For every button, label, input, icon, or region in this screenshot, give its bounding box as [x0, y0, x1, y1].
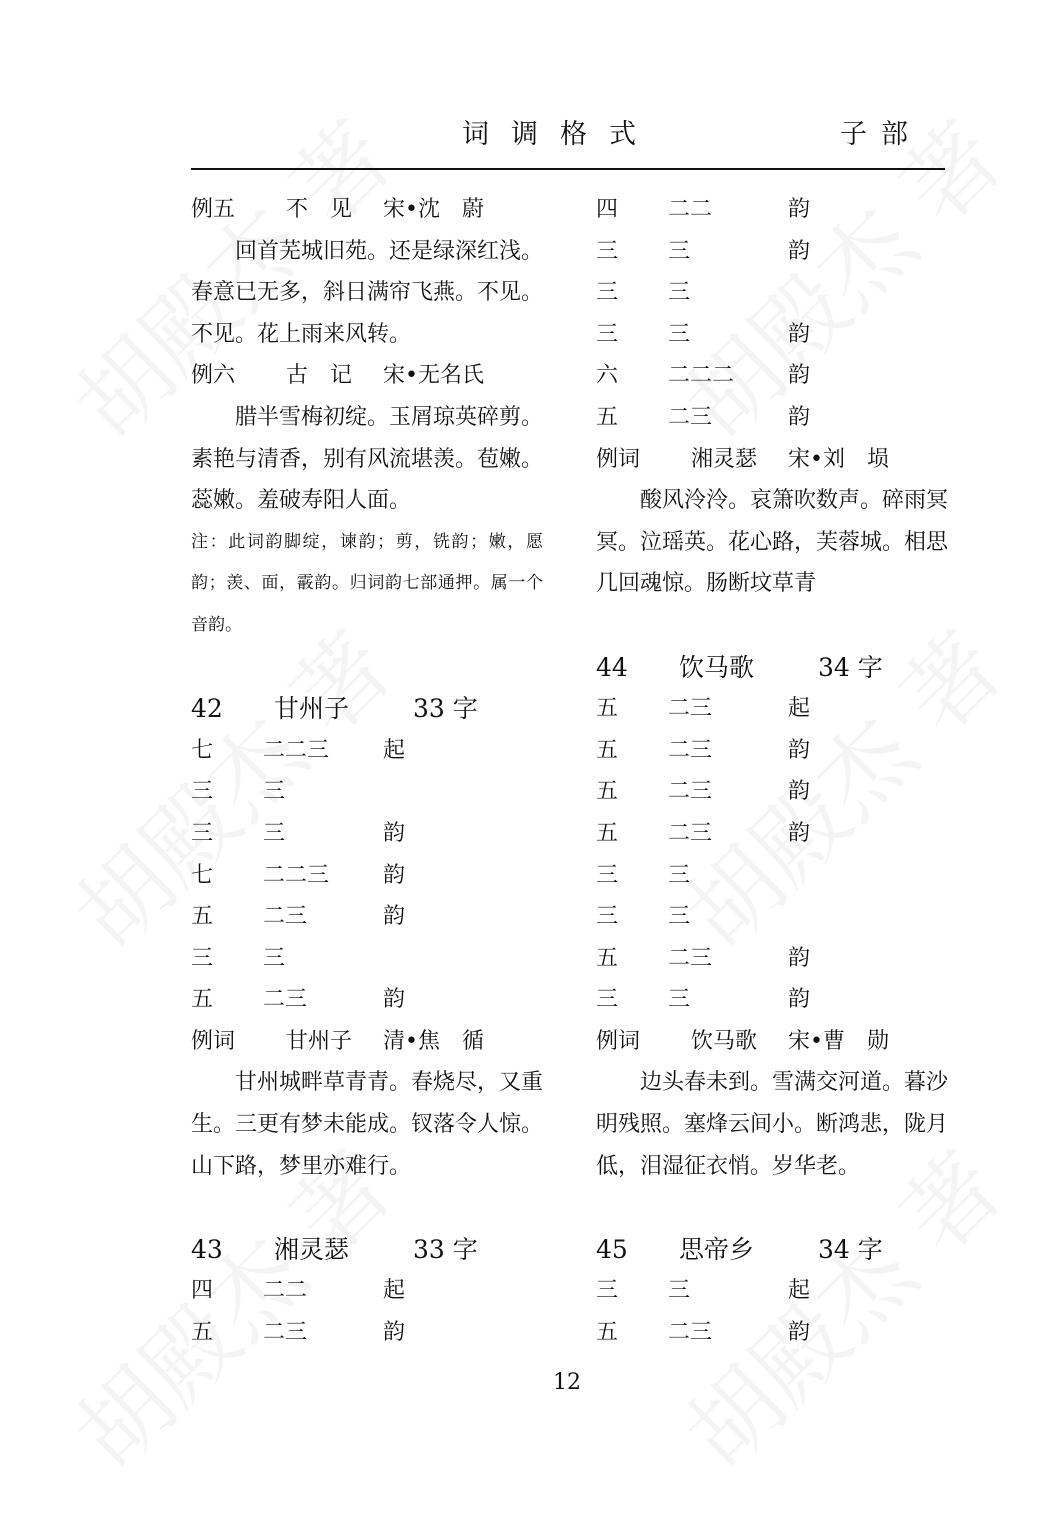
line-length: 三: [191, 779, 214, 805]
pattern-row: [596, 979, 948, 1021]
example-label: 例词: [596, 1028, 641, 1054]
pattern-row: [596, 813, 948, 855]
line-length: 三: [596, 1278, 619, 1304]
tune-number: 45: [596, 1234, 628, 1264]
tune-name: 湘灵瑟: [274, 1234, 350, 1264]
pattern-row: [191, 730, 543, 772]
tune-name: 甘州子: [274, 694, 350, 724]
pattern-row: [596, 231, 948, 273]
line-length: 五: [596, 779, 619, 805]
rhyme-mark: 韵: [383, 1320, 406, 1346]
pattern-row: [191, 1312, 543, 1354]
pattern-row: [596, 355, 948, 397]
tune-heading: [191, 688, 543, 730]
line-length: 三: [191, 820, 214, 846]
line-length: 七: [191, 862, 214, 888]
tune-number: 43: [191, 1234, 223, 1264]
example-name: 湘灵瑟: [691, 446, 758, 472]
rhyme-mark: 起: [788, 1278, 811, 1304]
right-column: [596, 189, 948, 1354]
example-name: 饮马歌: [691, 1028, 758, 1054]
pattern-row: [596, 896, 948, 938]
line-length: 五: [596, 404, 619, 430]
line-rhythm: 三: [668, 238, 691, 264]
pattern-table: [596, 189, 948, 439]
line-length: 五: [596, 1320, 619, 1346]
line-length: 五: [596, 696, 619, 722]
example-heading: [596, 1021, 948, 1063]
line-rhythm: 三: [668, 1278, 691, 1304]
rhyme-mark: 韵: [383, 987, 406, 1013]
tune-heading: [596, 647, 948, 689]
line-rhythm: 二二二: [668, 363, 735, 389]
pattern-table: [191, 1270, 543, 1353]
rhyme-mark: 起: [788, 696, 811, 722]
line-rhythm: 二三: [668, 696, 713, 722]
example-name: 古 记: [286, 363, 353, 389]
page-number: 12: [553, 1370, 581, 1395]
line-length: 三: [596, 904, 619, 930]
line-rhythm: 二三: [263, 904, 308, 930]
example-heading: [191, 189, 543, 231]
page-title: 词调格式: [462, 119, 658, 150]
pattern-row: [191, 896, 543, 938]
pattern-row: [596, 397, 948, 439]
header-rule: [191, 168, 945, 170]
line-length: 五: [596, 737, 619, 763]
example-name: 不 见: [286, 197, 353, 222]
line-rhythm: 二三: [668, 945, 713, 971]
example-author: 宋•无名氏: [383, 363, 484, 389]
pattern-row: [191, 979, 543, 1021]
rhyme-mark: 韵: [383, 820, 406, 846]
rhyme-mark: 韵: [788, 321, 811, 347]
tune-number: 44: [596, 652, 628, 682]
line-length: 五: [191, 904, 214, 930]
rhyme-mark: 韵: [788, 1320, 811, 1346]
example-name: 甘州子: [286, 1028, 353, 1054]
rhyme-mark: 韵: [788, 820, 811, 846]
tune-name: 饮马歌: [679, 652, 755, 682]
line-length: 三: [596, 862, 619, 888]
line-rhythm: 三: [668, 321, 691, 347]
example-author: 宋•曹 勋: [788, 1028, 889, 1054]
line-rhythm: 三: [263, 945, 286, 971]
tune-char-count: 33 字: [413, 694, 478, 724]
tune-heading: [596, 1229, 948, 1271]
line-rhythm: 二二: [668, 197, 713, 222]
pattern-row: [191, 813, 543, 855]
line-rhythm: 二三: [668, 820, 713, 846]
page-header: [0, 112, 1058, 152]
tune-number: 42: [191, 694, 223, 724]
pattern-row: [191, 855, 543, 897]
line-rhythm: 三: [263, 779, 286, 805]
line-rhythm: 三: [668, 280, 691, 306]
rhyme-mark: 韵: [788, 404, 811, 430]
line-rhythm: 三: [263, 820, 286, 846]
rhyme-mark: 韵: [383, 862, 406, 888]
line-length: 五: [191, 1320, 214, 1346]
tune-heading: [191, 1229, 543, 1271]
example-label: 例词: [596, 446, 641, 472]
example-label: 例词: [191, 1028, 236, 1054]
line-rhythm: 二三: [263, 987, 308, 1013]
line-rhythm: 二二三: [263, 737, 330, 763]
rhyme-mark: 韵: [788, 945, 811, 971]
tune-name: 思帝乡: [679, 1234, 755, 1264]
line-length: 三: [596, 987, 619, 1013]
line-rhythm: 二三: [668, 1320, 713, 1346]
section-title: 子部: [840, 119, 922, 150]
pattern-row: [596, 1312, 948, 1354]
line-rhythm: 二三: [668, 404, 713, 430]
left-column: [191, 189, 543, 1354]
line-length: 五: [596, 820, 619, 846]
line-rhythm: 二三: [263, 1320, 308, 1346]
rhyme-mark: 韵: [788, 987, 811, 1013]
line-rhythm: 三: [668, 862, 691, 888]
line-rhythm: 二三: [668, 737, 713, 763]
example-heading: [191, 355, 543, 397]
pattern-row: [596, 189, 948, 231]
pattern-row: [191, 938, 543, 980]
line-length: 五: [191, 987, 214, 1013]
example-heading: [596, 439, 948, 481]
pattern-row: [596, 938, 948, 980]
line-length: 三: [596, 280, 619, 306]
line-length: 五: [596, 945, 619, 971]
line-rhythm: 二三: [668, 779, 713, 805]
line-length: 六: [596, 363, 619, 389]
pattern-table: [596, 1270, 948, 1353]
line-length: 四: [596, 197, 619, 222]
pattern-row: [191, 771, 543, 813]
pattern-row: [596, 688, 948, 730]
line-rhythm: 三: [668, 987, 691, 1013]
example-text: 边头春未到。雪满交河道。暮沙明残照。塞烽云间小。断鸿悲，陇月低，泪湿征衣悄。岁华老。: [596, 1070, 949, 1179]
pattern-row: [596, 1270, 948, 1312]
rhyme-mark: 韵: [788, 363, 811, 389]
line-length: 四: [191, 1278, 214, 1304]
example-author: 宋•沈 蔚: [383, 197, 484, 222]
example-author: 清•焦 循: [383, 1028, 484, 1054]
pattern-row: [596, 272, 948, 314]
pattern-row: [596, 771, 948, 813]
line-length: 三: [596, 321, 619, 347]
rhyme-mark: 起: [383, 1278, 406, 1304]
example-label: 例六: [191, 363, 236, 389]
example-text: 腊半雪梅初绽。玉屑琼英碎剪。素艳与清香，别有风流堪羡。苞嫩。蕊嫩。羞破寿阳人面。: [191, 404, 544, 514]
example-text: 甘州城畔草青青。春烧尽，又重生。三更有梦未能成。钗落令人惊。山下路，梦里亦难行。: [191, 1070, 544, 1179]
rhyme-mark: 起: [383, 737, 406, 763]
line-length: 七: [191, 737, 214, 763]
pattern-row: [596, 855, 948, 897]
example-label: 例五: [191, 197, 236, 222]
pattern-row: [596, 314, 948, 356]
line-rhythm: 二二三: [263, 862, 330, 888]
pattern-table: [596, 688, 948, 1021]
example-author: 宋•刘 埙: [788, 446, 889, 472]
line-rhythm: 二二: [263, 1278, 308, 1304]
example-text: 回首芜城旧苑。还是绿深红浅。春意已无多，斜日满帘飞燕。不见。不见。花上雨来风转。: [191, 238, 544, 347]
rhyme-mark: 韵: [383, 904, 406, 930]
example-text: 酸风泠泠。哀箫吹数声。碎雨冥冥。泣瑶英。花心路，芙蓉城。相思几回魂惊。肠断坟草青: [596, 488, 949, 597]
example-heading: [191, 1021, 543, 1063]
pattern-row: [191, 1270, 543, 1312]
rhyme-mark: 韵: [788, 197, 811, 222]
pattern-table: [191, 730, 543, 1021]
rhyme-mark: 韵: [788, 737, 811, 763]
line-rhythm: 三: [668, 904, 691, 930]
line-length: 三: [596, 238, 619, 264]
line-length: 三: [191, 945, 214, 971]
pattern-row: [596, 730, 948, 772]
rhyme-mark: 韵: [788, 779, 811, 805]
tune-char-count: 34 字: [818, 1234, 883, 1264]
note-text: 注：此词韵脚绽，谏韵；剪，铣韵；嫩，愿韵；羡、面，霰韵。归词韵七部通押。属一个音韵。: [191, 531, 543, 635]
tune-char-count: 33 字: [413, 1234, 478, 1264]
tune-char-count: 34 字: [818, 652, 883, 682]
rhyme-mark: 韵: [788, 238, 811, 264]
